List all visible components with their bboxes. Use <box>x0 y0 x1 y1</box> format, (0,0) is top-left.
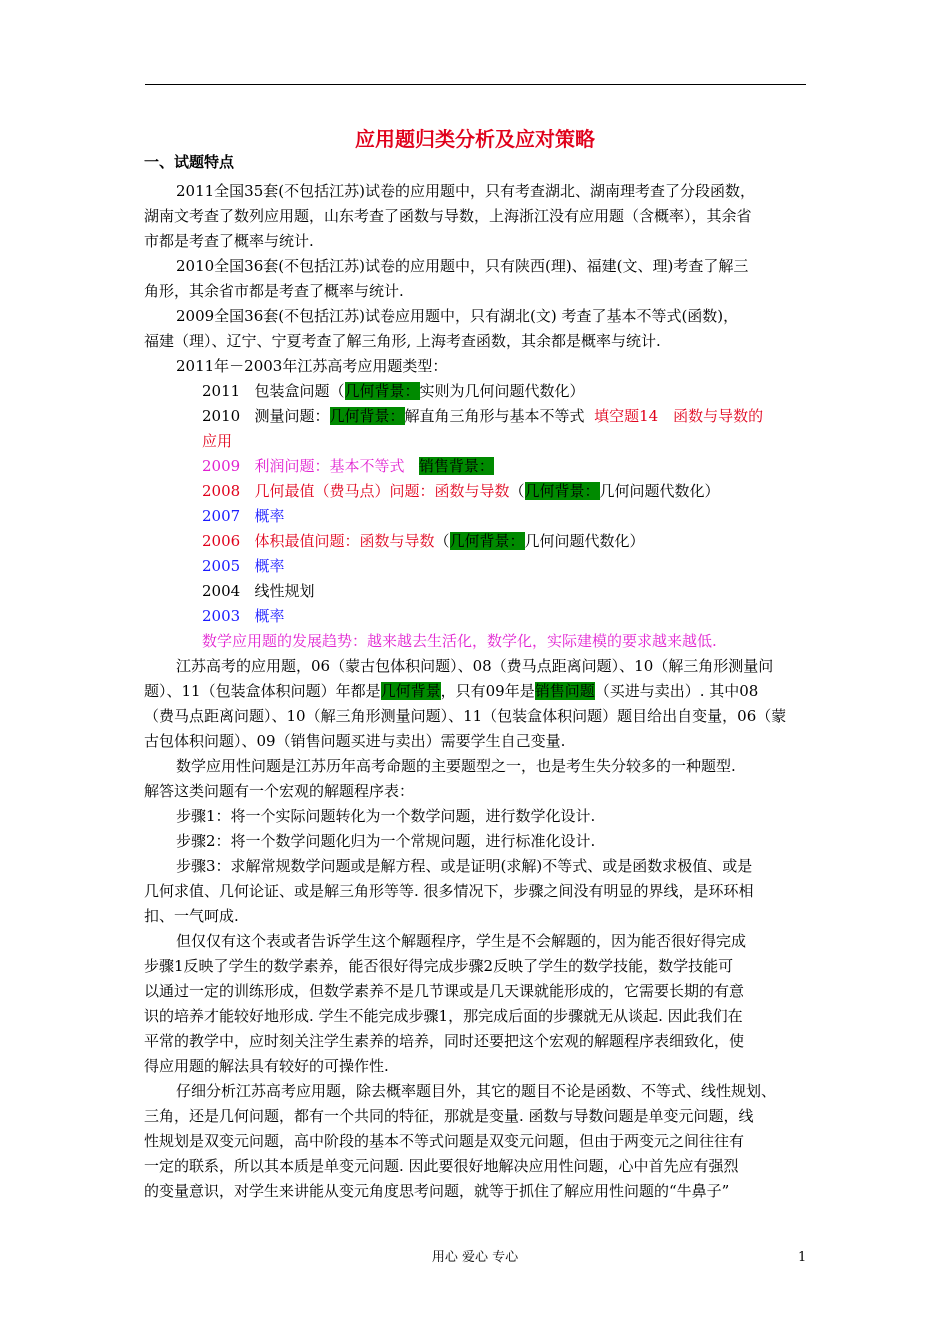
year-label: 2005 <box>202 557 241 575</box>
red-note: 填空题14 函数与导数的 <box>594 407 764 425</box>
highlight: 几何背景： <box>344 382 420 400</box>
step1: 步骤1：将一个实际问题转化为一个数学问题，进行数学化设计. <box>176 807 596 825</box>
item-text: 包装盒问题（ <box>254 382 345 400</box>
para8-line2: 三角，还是几何问题，都有一个共同的特征，那就是变量. 函数与导数问题是单变元问题，线 <box>144 1107 754 1125</box>
para8-line3: 性规划是双变元问题，高中阶段的基本不等式问题是双变元问题，但由于两变元之间往往有 <box>144 1132 745 1150</box>
item-text: 概率 <box>254 507 285 525</box>
para5-line1: 江苏高考的应用题，06（蒙古包体积问题）、08（费马点距离问题）、10（解三角形测量问 <box>176 657 774 675</box>
para4: 2011年－2003年江苏高考应用题类型： <box>176 357 448 375</box>
highlight: 几何背景 <box>380 682 441 700</box>
item-text: 解直角三角形与基本不等式 <box>404 407 585 425</box>
highlight: 几何背景： <box>449 532 525 550</box>
para7-line1: 但仅仅有这个表或者告诉学生这个解题程序，学生是不会解题的，因为能否很好得完成 <box>176 932 747 950</box>
item-text: 线性规划 <box>254 582 315 600</box>
year-2010-item <box>202 405 763 427</box>
step3-line2: 几何求值、几何论证、或是解三角形等等. 很多情况下，步骤之间没有明显的界线，是环环相 <box>144 882 754 900</box>
year-label: 2004 <box>202 582 241 600</box>
para6-line2: 解答这类问题有一个宏观的解题程序表： <box>144 782 415 800</box>
para8-line4: 一定的联系，所以其本质是单变元问题. 因此要很好地解决应用性问题，心中首先应有强烈 <box>144 1157 739 1175</box>
year-label: 2011 <box>202 382 241 400</box>
section-heading: 一、试题特点 <box>144 153 235 171</box>
text: ，只有09年是 <box>440 682 535 700</box>
text: （买进与卖出）. 其中08 <box>594 682 759 700</box>
step2: 步骤2：将一个数学问题化归为一个常规问题，进行标准化设计. <box>176 832 596 850</box>
para7-line6: 得应用题的解法具有较好的可操作性. <box>144 1057 389 1075</box>
item-text: 实则为几何问题代数化） <box>419 382 585 400</box>
highlight: 几何背景： <box>329 407 405 425</box>
para5-line4: 古包体积问题）、09（销售问题买进与卖出）需要学生自己变量. <box>144 732 566 750</box>
year-label: 2008 <box>202 482 241 500</box>
para8-line5: 的变量意识，对学生来讲能从变元角度思考问题，就等于抓住了解应用性问题的“牛鼻子” <box>144 1182 730 1200</box>
para7-line4: 识的培养才能较好地形成. 学生不能完成步骤1，那完成后面的步骤就无从谈起. 因此我们在 <box>144 1007 743 1025</box>
step3-line1: 步骤3：求解常规数学问题或是解方程、或是证明(求解)不等式、或是函数求极值、或是 <box>176 857 753 875</box>
year-label: 2009 <box>202 457 241 475</box>
para6-line1: 数学应用性问题是江苏历年高考命题的主要题型之一，也是考生失分较多的一种题型. <box>176 757 736 775</box>
highlight: 销售背景： <box>418 457 494 475</box>
year-2004-item <box>202 580 315 602</box>
highlight: 几何背景： <box>524 482 600 500</box>
para5-line2 <box>144 680 758 702</box>
para1-line2: 湖南文考查了数列应用题，山东考查了函数与导数，上海浙江没有应用题（含概率），其余省 <box>144 207 752 225</box>
para7-line2: 步骤1反映了学生的数学素养，能否很好得完成步骤2反映了学生的数学技能，数学技能可 <box>144 957 734 975</box>
year-label: 2007 <box>202 507 241 525</box>
para1-line1: 2011全国35套(不包括江苏)试卷的应用题中，只有考查湖北、湖南理考查了分段函数， <box>176 182 755 200</box>
year-label: 2003 <box>202 607 241 625</box>
para7-line5: 平常的教学中，应时刻关注学生素养的培养，同时还要把这个宏观的解题程序表细致化，使 <box>144 1032 745 1050</box>
year-2005-item <box>202 555 285 577</box>
year-2007-item <box>202 505 285 527</box>
item-text: 利润问题：基本不等式 <box>254 457 405 475</box>
item-text: 概率 <box>254 607 285 625</box>
para2-line1: 2010全国36套(不包括江苏)试卷的应用题中，只有陕西(理)、福建(文、理)考查了解三 <box>176 257 749 275</box>
item-text: 几何最值（费马点）问题：函数与导数 <box>254 482 510 500</box>
para7-line3: 以通过一定的训练形成，但数学素养不是几节课或是几天课就能形成的，它需要长期的有意 <box>144 982 745 1000</box>
para2-line2: 角形，其余省市都是考查了概率与统计. <box>144 282 404 300</box>
page-number: 1 <box>798 1250 807 1265</box>
document-title: 应用题归类分析及应对策略 <box>355 127 595 151</box>
para1-line3: 市都是考查了概率与统计. <box>144 232 314 250</box>
trend-note: 数学应用题的发展趋势：越来越去生活化，数学化，实际建模的要求越来越低. <box>202 632 717 650</box>
paren: （ <box>509 482 525 500</box>
year-2006-item <box>202 530 645 552</box>
year-label: 2010 <box>202 407 241 425</box>
item-text: 几何问题代数化） <box>524 532 645 550</box>
item-text: 测量问题： <box>254 407 330 425</box>
para3-line1: 2009全国36套(不包括江苏)试卷应用题中，只有湖北(文) 考查了基本不等式(函数)， <box>176 307 739 325</box>
para5-line3: （费马点距离问题）、10（解三角形测量问题）、11（包装盒体积问题）题目给出自变量，06（蒙 <box>144 707 787 725</box>
year-2011-item <box>202 380 585 402</box>
step3-line3: 扣、一气呵成. <box>144 907 239 925</box>
year-2010-continuation: 应用 <box>202 432 233 450</box>
year-2008-item <box>202 480 720 502</box>
item-text: 概率 <box>254 557 285 575</box>
highlight: 销售问题 <box>534 682 595 700</box>
item-text: 几何问题代数化） <box>599 482 720 500</box>
text: 题）、11（包装盒体积问题）年都是 <box>144 682 381 700</box>
year-2003-item <box>202 605 285 627</box>
paren: （ <box>434 532 450 550</box>
page-footer: 用心 爱心 专心 <box>431 1250 519 1265</box>
item-text: 体积最值问题：函数与导数 <box>254 532 435 550</box>
para3-line2: 福建（理）、辽宁、宁夏考查了解三角形, 上海考查函数，其余都是概率与统计. <box>144 332 661 350</box>
year-2009-item <box>202 455 494 477</box>
year-label: 2006 <box>202 532 241 550</box>
header-rule <box>145 84 806 85</box>
para8-line1: 仔细分析江苏高考应用题，除去概率题目外，其它的题目不论是函数、不等式、线性规划、 <box>176 1082 777 1100</box>
